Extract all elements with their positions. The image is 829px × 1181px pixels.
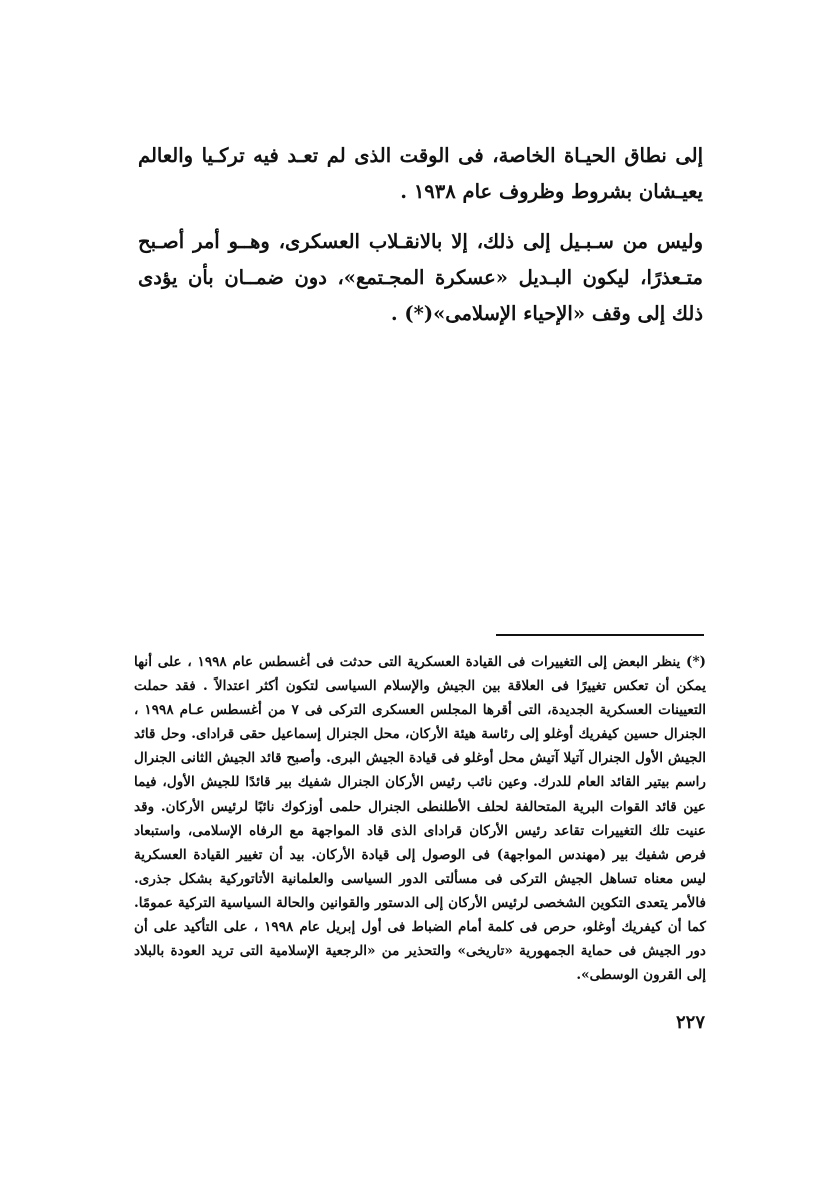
page-number: ٢٢٧ xyxy=(675,1012,705,1033)
body-paragraph-2: وليس من سـبـيل إلى ذلك، إلا بالانقـلاب العسكرى، وهــو أمر أصـبح متـعذرًا، ليكون البـديل «عسكرة المجـتمع»، دون ضمــان بأن يؤدى ذلك إلى وقف «الإحياء الإسلامى»(*) . xyxy=(138,230,703,325)
footnote-text: (*) ينظر البعض إلى التغييرات فى القيادة العسكرية التى حدثت فى أغسطس عام ١٩٩٨ ، على أنها يمكن أن تعكس تغييرًا فى العلاقة بين الجيش والإسلام السياسى لتكون أكثر اعتدالاً . فقد حملت التعيينات العسكرية الجديدة، التى أقرها المجلس العسكرى التركى فى ٧ من أغسطس عـام ١٩٩٨ ، الجنرال حسين كيفريك أوغلو إلى رئاسة هيئة الأركان، محل الجنرال إسماعيل حقى قرادای. وحل قائد الجيش الأول الجنرال آتيلا آتيش محل أوغلو فى قيادة الجيش البرى. وأصبح قائد الجيش الثانى الجنرال راسم بيتير القائد العام للدرك. وعين نائب رئيس الأركان الجنرال شفيك بير قائدًا للجيش الأول، فيما عين قائد القوات البرية المتحالفة لحلف الأطلنطى الجنرال حلمى أوزكوك نائبًا لرئيس الأركان. وقد عنيت تلك التغييرات تقاعد رئيس الأركان قرادای الذى قاد المواجهة مع الرفاه الإسلامى، واستبعاد فرص شفيك بير (مهندس المواجهة) فى الوصول إلى قيادة الأركان. بيد أن تغيير القيادة العسكرية ليس معناه تساهل الجيش التركى فى مسألتى الدور السياسى والعلمانية الأتاتوركية بشكل جذرى. فالأمر يتعدى التكوين الشخصى لرئيس الأركان إلى الدستور والقوانين والحالة السياسية التركية عمومًا. كما أن كيفريك أوغلو، حرص فى كلمة أمام الضباط فى أول إبريل عام ١٩٩٨ ، على التأكيد على أن دور الجيش فى حماية الجمهورية «تاريخى» والتحذير من «الرجعية الإسلامية التى تريد العودة بالبلاد إلى القرون الوسطى». xyxy=(134,654,706,984)
body-text xyxy=(138,138,703,332)
footnote-separator xyxy=(496,634,704,636)
footnote xyxy=(134,650,706,987)
body-paragraph-1: إلى نطاق الحيـاة الخاصة، فى الوقت الذى لم تعـد فيه تركـيا والعالم يعيـشان بشروط وظروف عام ١٩٣٨ . xyxy=(138,144,703,203)
